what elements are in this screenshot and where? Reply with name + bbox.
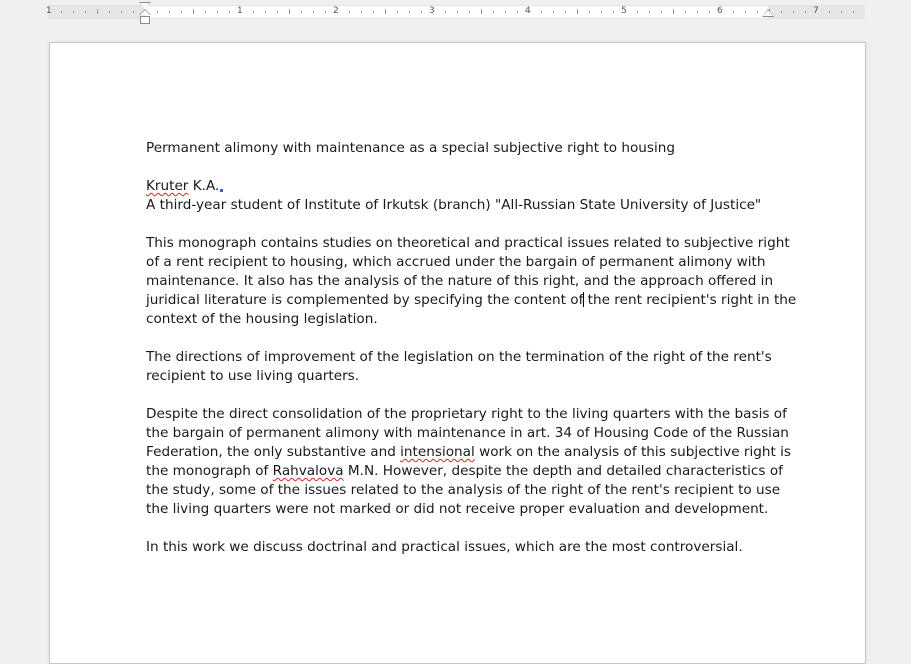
ruler-tick — [541, 11, 542, 13]
ruler-tick — [301, 11, 302, 13]
ruler-number: 5 — [621, 6, 627, 16]
ruler-tick — [169, 11, 170, 13]
ruler-tick — [133, 11, 134, 13]
ruler-tick — [757, 11, 758, 13]
hanging-indent-marker[interactable] — [140, 10, 150, 15]
paragraph-directions[interactable] — [146, 348, 772, 386]
ruler-tick — [421, 11, 422, 13]
ruler-tick — [709, 11, 710, 13]
paragraph-abstract[interactable] — [146, 234, 797, 329]
ruler-tick — [253, 11, 254, 13]
text-line — [146, 291, 797, 310]
ruler-tick — [409, 11, 410, 13]
text-line: This monograph contains studies on theoretical and practical issues related to subjective right — [146, 235, 790, 251]
text-line: of a rent recipient to housing, which accrued under the bargain of permanent alimony with — [146, 254, 766, 270]
ruler-tick — [289, 9, 290, 14]
text-line: the living quarters were not marked or did not receive proper evaluation and development. — [146, 501, 769, 517]
ruler-tick — [853, 11, 854, 13]
ruler-number: 7 — [813, 6, 819, 16]
ruler-tick — [361, 11, 362, 13]
ruler-tick — [217, 11, 218, 13]
text-line: The directions of improvement of the legislation on the termination of the right of the rent's — [146, 349, 772, 365]
author-line — [146, 177, 766, 196]
ruler-tick — [733, 11, 734, 13]
horizontal-ruler[interactable] — [48, 5, 865, 19]
ruler-tick — [181, 11, 182, 13]
author-surname[interactable]: Kruter — [146, 178, 189, 194]
document-page[interactable] — [49, 42, 866, 664]
ruler-number: 4 — [525, 6, 531, 16]
text-line: recipient to use living quarters. — [146, 368, 360, 384]
ruler-tick — [313, 11, 314, 13]
text-line: the study, some of the issues related to the analysis of the right of the rent's recipient to use — [146, 482, 781, 498]
ruler-tick — [745, 11, 746, 13]
ruler-tick — [841, 11, 842, 13]
ruler-tick — [577, 9, 578, 14]
ruler-number: 3 — [429, 6, 435, 16]
author-initials: K.A. — [188, 178, 220, 194]
text-line: the bargain of permanent alimony with maintenance in art. 34 of Housing Code of the Russian — [146, 425, 789, 441]
text-segment: the rent recipient's right in the — [583, 292, 797, 308]
ruler-tick — [445, 11, 446, 13]
misspelled-word[interactable]: intensional — [400, 444, 475, 460]
ruler-tick — [157, 11, 158, 13]
text-line: context of the housing legislation. — [146, 311, 378, 327]
ruler-tick — [97, 9, 98, 14]
ruler-tick — [601, 11, 602, 13]
ruler-tick — [277, 11, 278, 13]
ruler-number: 1 — [237, 6, 243, 16]
autocorrect-mark-icon[interactable] — [220, 189, 223, 192]
text-segment: Federation, the only substantive and — [146, 444, 401, 460]
ruler-tick — [61, 11, 62, 13]
ruler-tick — [829, 11, 830, 13]
paragraph-discussion[interactable] — [146, 538, 766, 557]
ruler-tick — [517, 11, 518, 13]
ruler-tick — [613, 11, 614, 13]
document-body[interactable] — [146, 139, 797, 576]
ruler-tick — [385, 9, 386, 14]
ruler-tick — [373, 11, 374, 13]
ruler-tick — [685, 11, 686, 13]
ruler-number: 6 — [717, 6, 723, 16]
document-title-paragraph[interactable] — [146, 139, 766, 158]
ruler-tick — [193, 9, 194, 14]
ruler-tick — [73, 11, 74, 13]
ruler-tick — [229, 11, 230, 13]
text-line: Despite the direct consolidation of the proprietary right to the living quarters with the basis of — [146, 406, 787, 422]
ruler-tick — [589, 11, 590, 13]
ruler-tick — [205, 11, 206, 13]
ruler-number: 1 — [46, 6, 52, 16]
text-line: maintenance. It also has the analysis of the nature of this right, and the approach offered in — [146, 273, 774, 289]
ruler-tick — [121, 11, 122, 13]
text-segment: work on the analysis of this subjective right is — [474, 444, 791, 460]
ruler-tick — [565, 11, 566, 13]
ruler-tick — [553, 11, 554, 13]
ruler-number: 2 — [333, 6, 339, 16]
ruler-tick — [265, 11, 266, 13]
ruler-tick — [109, 11, 110, 13]
ruler-tick — [673, 9, 674, 14]
author-paragraph[interactable] — [146, 177, 766, 215]
ruler-tick — [481, 9, 482, 14]
left-indent-marker[interactable] — [140, 16, 150, 24]
ruler-tick — [85, 11, 86, 13]
misspelled-word[interactable]: Rahvalova — [272, 463, 344, 479]
ruler-tick — [469, 11, 470, 13]
ruler-tick — [661, 11, 662, 13]
ruler-tick — [805, 11, 806, 13]
ruler-tick — [505, 11, 506, 13]
ruler-tick — [493, 11, 494, 13]
ruler-tick — [781, 11, 782, 13]
right-indent-marker[interactable] — [763, 10, 773, 16]
ruler-tick — [793, 11, 794, 13]
text-segment: M.N. However, despite the depth and detailed characteristics of — [343, 463, 783, 479]
ruler-tick — [325, 11, 326, 13]
ruler-tick — [649, 11, 650, 13]
text-line — [146, 462, 783, 481]
ruler-tick — [457, 11, 458, 13]
text-segment: juridical literature is complemented by specifying the content of — [146, 292, 584, 308]
text-segment: the monograph of — [146, 463, 273, 479]
ruler-tick — [637, 11, 638, 13]
author-affiliation: A third-year student of Institute of Irkutsk (branch) "All-Russian State University of Justice" — [146, 197, 762, 213]
text-line: In this work we discuss doctrinal and practical issues, which are the most controversial. — [146, 539, 743, 555]
text-line — [146, 443, 791, 462]
ruler-tick — [397, 11, 398, 13]
ruler-tick — [697, 11, 698, 13]
paragraph-consolidation[interactable] — [146, 405, 791, 519]
ruler-tick — [349, 11, 350, 13]
document-title: Permanent alimony with maintenance as a special subjective right to housing — [146, 140, 676, 156]
